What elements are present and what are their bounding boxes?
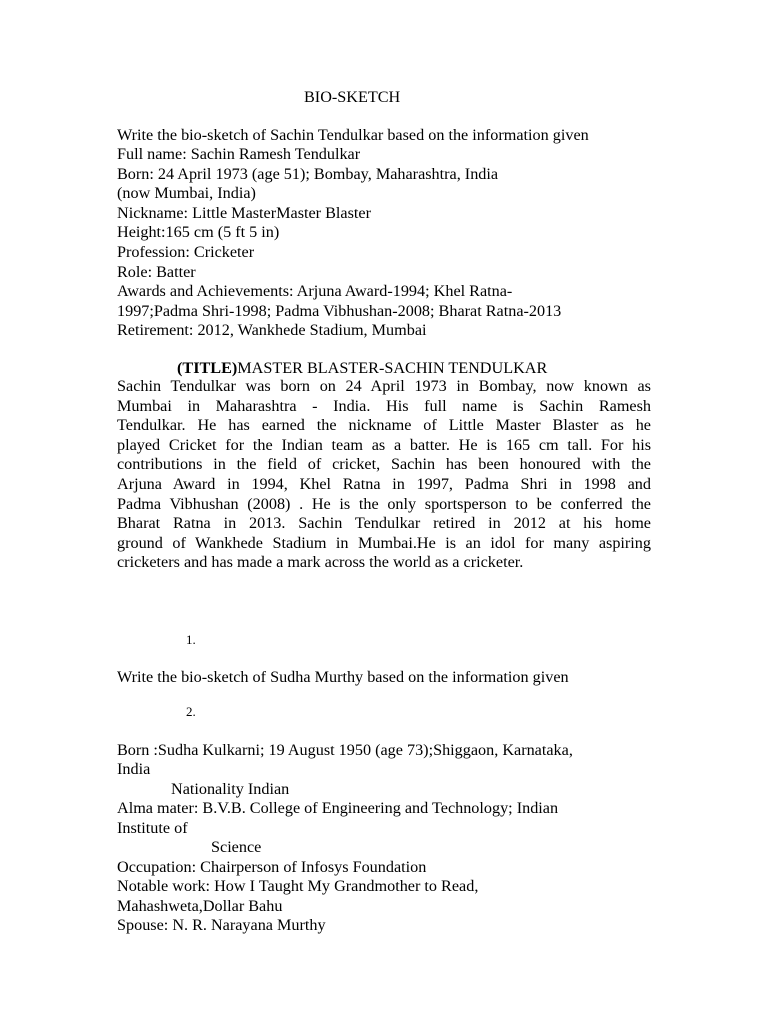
task1-prompt: Write the bio-sketch of Sachin Tendulkar based on the information given — [117, 126, 589, 144]
paragraph-line: contributions in the field of cricket, Sachin has been honoured with the — [117, 455, 651, 474]
sudha-alma-mater-cont2: Science — [211, 838, 262, 856]
paragraph-line: Padma Vibhushan (2008) . He is the only sportsperson to be conferred the — [117, 494, 651, 513]
info-nickname: Nickname: Little MasterMaster Blaster — [117, 204, 371, 222]
sudha-occupation: Occupation: Chairperson of Infosys Foundation — [117, 858, 427, 876]
paragraph-line: Tendulkar. He has earned the nickname of Little Master Blaster as he — [117, 416, 651, 435]
paragraph-line: Arjuna Award in 1994, Khel Ratna in 1997, Padma Shri in 1998 and — [117, 474, 651, 493]
info-born: Born: 24 April 1973 (age 51); Bombay, Maharashtra, India — [117, 165, 499, 183]
paragraph-line: Bharat Ratna in 2013. Sachin Tendulkar retired in 2012 at his home — [117, 514, 651, 533]
info-profession: Profession: Cricketer — [117, 243, 255, 261]
list-number-1: 1. — [186, 632, 196, 647]
info-born-cont: (now Mumbai, India) — [117, 184, 256, 202]
paragraph-line: Mumbai in Maharashtra - India. His full name is Sachin Ramesh — [117, 396, 651, 415]
paragraph-line: Sachin Tendulkar was born on 24 April 1973 in Bombay, now known as — [117, 377, 651, 395]
sudha-born: Born :Sudha Kulkarni; 19 August 1950 (age 73);Shiggaon, Karnataka, — [117, 741, 573, 759]
sudha-spouse: Spouse: N. R. Narayana Murthy — [117, 916, 326, 934]
essay-paragraph — [117, 377, 651, 573]
essay-title — [177, 358, 547, 378]
info-height: Height:165 cm (5 ft 5 in) — [117, 223, 280, 241]
info-retirement: Retirement: 2012, Wankhede Stadium, Mumbai — [117, 321, 427, 339]
info-full-name: Full name: Sachin Ramesh Tendulkar — [117, 145, 361, 163]
sudha-alma-mater-cont: Institute of — [117, 819, 188, 837]
paragraph-line: cricketers and has made a mark across the world as a cricketer. — [117, 553, 524, 572]
sudha-notable-work: Notable work: How I Taught My Grandmother to Read, — [117, 877, 479, 895]
sudha-alma-mater: Alma mater: B.V.B. College of Engineering and Technology; Indian — [117, 799, 559, 817]
info-awards-cont: 1997;Padma Shri-1998; Padma Vibhushan-2008; Bharat Ratna-2013 — [117, 302, 562, 320]
essay-title-label: (TITLE) — [177, 359, 238, 377]
essay-title-text: MASTER BLASTER-SACHIN TENDULKAR — [237, 359, 548, 377]
list-number-2: 2. — [186, 704, 196, 719]
paragraph-line: played Cricket for the Indian team as a batter. He is 165 cm tall. For his — [117, 435, 651, 454]
sudha-born-cont: India — [117, 760, 151, 778]
sudha-nationality: Nationality Indian — [171, 780, 290, 798]
task2-prompt: Write the bio-sketch of Sudha Murthy based on the information given — [117, 668, 569, 686]
info-awards: Awards and Achievements: Arjuna Award-1994; Khel Ratna- — [117, 282, 513, 300]
paragraph-line: ground of Wankhede Stadium in Mumbai.He is an idol for many aspiring — [117, 533, 651, 552]
info-role: Role: Batter — [117, 263, 196, 281]
page-heading: BIO-SKETCH — [304, 88, 401, 106]
sudha-notable-work-cont: Mahashweta,Dollar Bahu — [117, 897, 283, 915]
